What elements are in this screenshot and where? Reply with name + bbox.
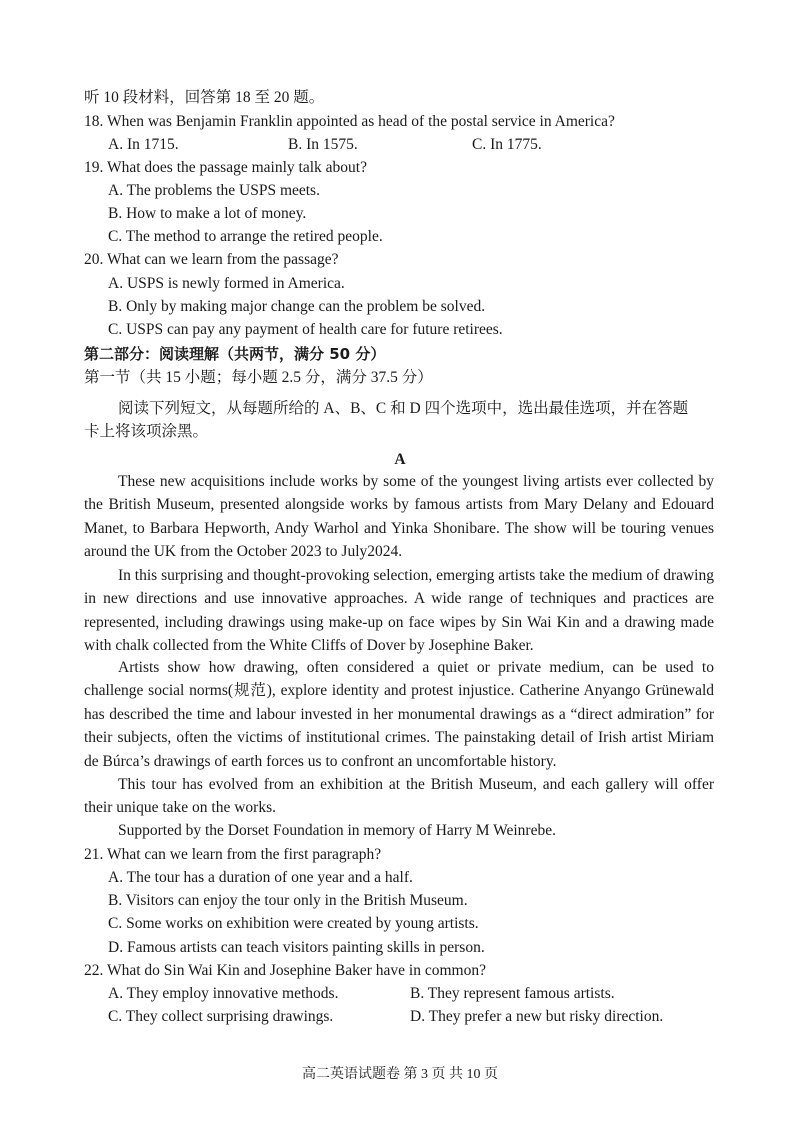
option-b: B. How to make a lot of money. — [108, 205, 307, 222]
option-d: D. They prefer a new but risky direction. — [410, 1008, 664, 1025]
option-c: C. Some works on exhibition were created by young artists. — [108, 915, 479, 932]
part2-heading: 第二部分：阅读理解（共两节，满分 50 分） — [84, 345, 386, 363]
option-a: A. The problems the USPS meets. — [108, 182, 320, 199]
option-c: C. The method to arrange the retired people. — [108, 228, 383, 245]
instruction-line-1: 阅读下列短文，从每题所给的 A、B、C 和 D 四个选项中，选出最佳选项，并在答题 — [118, 400, 689, 417]
listening-intro: 听 10 段材料，回答第 18 至 20 题。 — [84, 89, 325, 106]
option-d: D. Famous artists can teach visitors painting skills in person. — [108, 939, 485, 956]
section1-heading: 第一节（共 15 小题；每小题 2.5 分，满分 37.5 分） — [84, 369, 433, 386]
passage-label: A — [394, 451, 406, 468]
option-a: A. The tour has a duration of one year and a half. — [108, 869, 413, 886]
passage-paragraph-4: This tour has evolved from an exhibition at the British Museum, and each gallery will offer their unique take on the works. — [84, 776, 714, 817]
passage-paragraph-3: Artists show how drawing, often considered a quiet or private medium, can be used to challenge social norms(规范), explore identity and protest injustice. Catherine Anyango Grünewald has described the time and labour invested in her monumental drawings as a “direct admiration” for their subjects, often the victims of institutional crimes. The painstaking detail of Irish artist Miriam de Búrca’s drawings of earth forces us to confront an uncomfortable history. — [84, 659, 714, 770]
option-b: B. Visitors can enjoy the tour only in the British Museum. — [108, 892, 468, 909]
question-stem: 21. What can we learn from the first paragraph? — [84, 846, 382, 863]
passage-paragraph-1: These new acquisitions include works by some of the youngest living artists ever collected by the British Museum, presented alongside works by famous artists from Mary Delany and Edouard Manet, to Barbara Hepworth, Andy Warhol and Yinka Shonibare. The show will be touring venues around the UK from the October 2023 to July2024. — [84, 473, 714, 561]
question-stem: 22. What do Sin Wai Kin and Josephine Baker have in common? — [84, 962, 486, 979]
question-stem: 18. When was Benjamin Franklin appointed as head of the postal service in America? — [84, 113, 615, 130]
option-c: C. They collect surprising drawings. — [108, 1008, 334, 1025]
option-b: B. In 1575. — [288, 136, 358, 153]
option-a: A. In 1715. — [108, 136, 179, 153]
instruction-line-2: 卡上将该项涂黑。 — [84, 423, 209, 440]
option-c: C. USPS can pay any payment of health care for future retirees. — [108, 321, 503, 338]
page-footer: 高二英语试题卷 第 3 页 共 10 页 — [302, 1067, 498, 1082]
option-b: B. They represent famous artists. — [410, 985, 615, 1002]
option-a: A. They employ innovative methods. — [108, 985, 339, 1002]
option-a: A. USPS is newly formed in America. — [108, 275, 345, 292]
question-stem: 19. What does the passage mainly talk about? — [84, 159, 367, 176]
option-b: B. Only by making major change can the problem be solved. — [108, 298, 486, 315]
passage-paragraph-2: In this surprising and thought-provoking selection, emerging artists take the medium of drawing in new directions and use innovative approaches. A wide range of techniques and practices are represented, including drawings using make-up on face wipes by Sin Wai Kin and a drawing made with chalk collected from the White Cliffs of Dover by Josephine Baker. — [84, 567, 714, 655]
option-c: C. In 1775. — [472, 136, 542, 153]
passage-paragraph-5: Supported by the Dorset Foundation in memory of Harry M Weinrebe. — [118, 822, 556, 839]
question-stem: 20. What can we learn from the passage? — [84, 251, 339, 268]
